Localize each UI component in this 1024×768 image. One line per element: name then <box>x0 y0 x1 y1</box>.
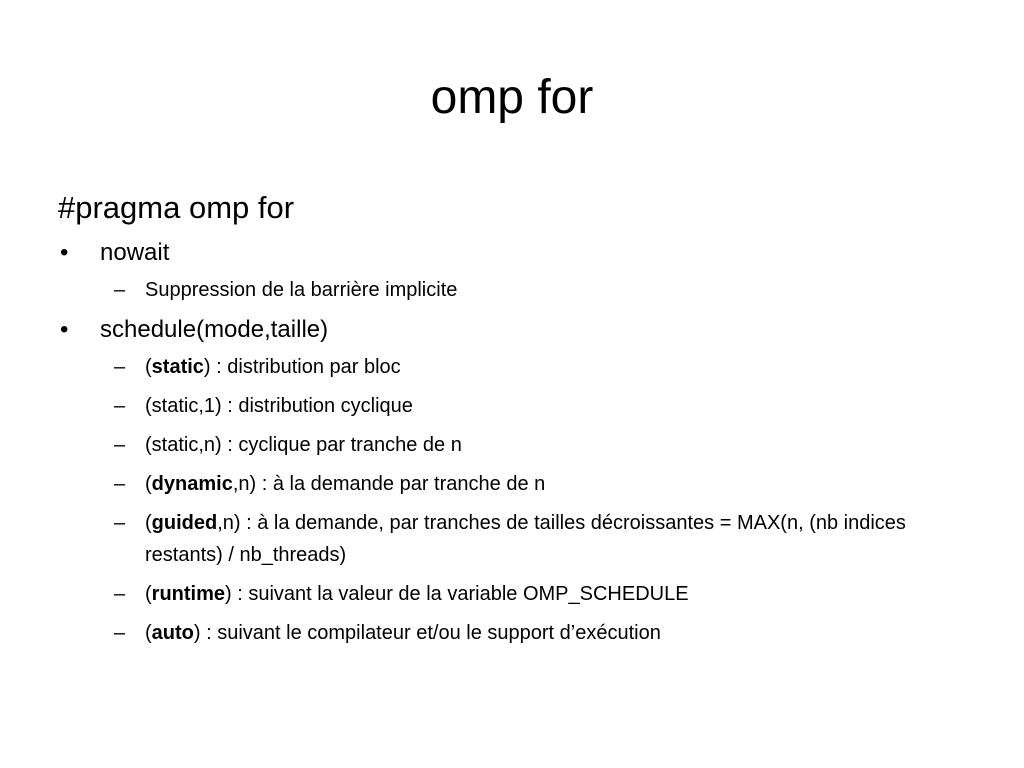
dash-icon: – <box>114 279 126 301</box>
bullet-label: nowait <box>100 239 170 266</box>
sub-item-guided <box>100 507 978 571</box>
sub-item-runtime <box>100 578 978 610</box>
bullet-label: schedule(mode,taille) <box>100 316 329 343</box>
sub-item <box>100 274 978 306</box>
paren-open: ( <box>145 473 152 495</box>
dash-icon: – <box>114 512 126 534</box>
bullet-list <box>58 236 978 649</box>
sub-item-text: ) : suivant le compilateur et/ou le support d’exécution <box>193 622 661 644</box>
sub-item-text: ,n) : à la demande par tranche de n <box>232 473 546 495</box>
keyword-runtime: runtime <box>151 583 226 605</box>
sub-item-static-1 <box>100 390 978 422</box>
paren-open: ( <box>145 583 152 605</box>
sub-item-dynamic <box>100 468 978 500</box>
sub-item-text: (static,n) : cyclique par tranche de n <box>145 434 462 456</box>
slide-title: omp for <box>430 71 594 124</box>
bullet-icon: • <box>60 316 69 343</box>
paren-open: ( <box>145 356 152 378</box>
keyword-guided: guided <box>151 512 218 534</box>
sub-item-static <box>100 351 978 383</box>
sub-item-text: (static,1) : distribution cyclique <box>145 395 413 417</box>
dash-icon: – <box>114 473 126 495</box>
paren-open: ( <box>145 622 152 644</box>
dash-icon: – <box>114 434 126 456</box>
sub-list <box>100 351 978 649</box>
sub-list <box>100 274 978 306</box>
keyword-auto: auto <box>151 622 194 644</box>
sub-item-auto <box>100 617 978 649</box>
sub-item-text: ,n) : à la demande, par tranches de tailles décroissantes = MAX(n, (nb indices restants) / nb_threads) <box>145 512 906 566</box>
sub-item-static-n <box>100 429 978 461</box>
bullet-item-nowait <box>58 236 978 306</box>
dash-icon: – <box>114 356 126 378</box>
sub-item-text: ) : suivant la valeur de la variable OMP_SCHEDULE <box>225 583 689 605</box>
paren-open: ( <box>145 512 152 534</box>
bullet-item-schedule <box>58 313 978 649</box>
bullet-icon: • <box>60 239 69 266</box>
dash-icon: – <box>114 583 126 605</box>
slide-content <box>58 186 978 656</box>
pragma-heading: #pragma omp for <box>58 190 295 225</box>
sub-item-text: ) : distribution par bloc <box>203 356 401 378</box>
sub-item-text: Suppression de la barrière implicite <box>145 279 458 301</box>
dash-icon: – <box>114 395 126 417</box>
dash-icon: – <box>114 622 126 644</box>
keyword-dynamic: dynamic <box>151 473 233 495</box>
keyword-static: static <box>151 356 204 378</box>
